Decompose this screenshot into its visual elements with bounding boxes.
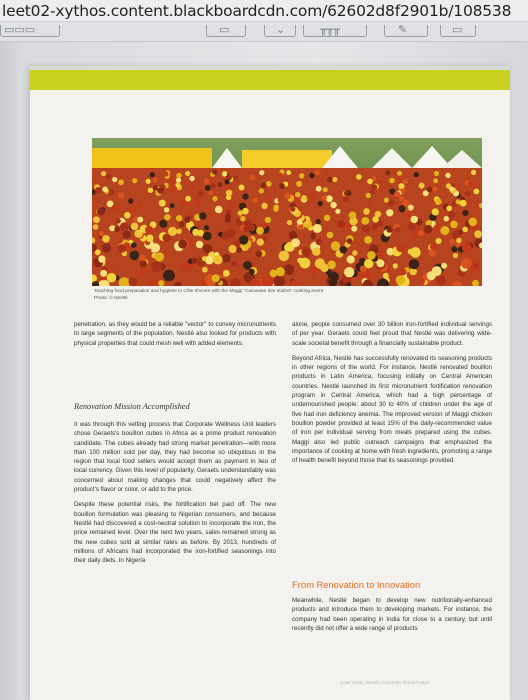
crowd-figure: [434, 171, 439, 176]
crowd-figure: [107, 273, 117, 283]
crowd-figure: [474, 189, 480, 195]
crowd-figure: [299, 173, 304, 178]
crowd-figure: [129, 207, 136, 214]
crowd-figure: [279, 183, 285, 189]
crowd-figure: [462, 210, 468, 216]
crowd-figure: [284, 264, 295, 275]
crowd-figure: [229, 245, 237, 253]
crowd-figure: [408, 223, 415, 230]
crowd-figure: [444, 216, 449, 221]
crowd-figure: [242, 193, 248, 199]
crowd-figure: [222, 254, 231, 263]
crowd-figure: [111, 205, 118, 212]
right-paragraph-2: Beyond Africa, Nestlé has successfully renovated its seasoning products in other regions of the world. For instance, Nestlé renovated bouillon products in Latin America, focusing initially on Central American countries. Nestlé launched its first micronutrient fortification renovation program in Central America, which had a high percentage of undernourished people: about 30 to 40% of children under the age of five had iron deficiency anemia. The improved version of Maggi chicken bouillon powder provided at least 15% of the daily-recommended value of iron per individual serving from meals prepared using the cubes. Maggi also led public outreach campaigns that emphasized the importance of cooking at home with fresh ingredients, promoting a range of health benefit beyond those that its seasonings provided.: [292, 354, 492, 465]
crowd-figure: [194, 199, 201, 206]
crowd-figure: [384, 198, 389, 203]
crowd-figure: [436, 238, 442, 244]
crowd-figure: [120, 222, 129, 231]
crowd-figure: [227, 229, 236, 238]
left-paragraph-2: It was through this vetting process that Corporate Wellness Unit leaders chose Geraets's bouillon cubes in Africa as a prime product renovation candidate. The cubes already had strong market penetration—with more than 100 million sold per day, they had become so ubiquitous in the region that local food sellers would accept them as payment in lieu of local currency. Given this level of popularity, Geraets understandably was concerned about making changes that could negatively affect the product's flavor or color, or add to the price.: [74, 421, 276, 494]
crowd-figure: [297, 219, 303, 225]
crowd-figure: [138, 203, 143, 208]
crowd-figure: [309, 173, 314, 178]
crowd-figure: [213, 255, 222, 264]
crowd-figure: [146, 179, 151, 184]
crowd-figure: [396, 243, 405, 252]
crowd-figure: [449, 239, 455, 245]
right-paragraph-1: alone, people consumed over 30 billion iron-fortified individual servings of per year. Geraets could feel proud that Nestlé was delivering wide-scale societal benefit through a financially sustainable product.: [292, 321, 492, 347]
crowd-figure: [378, 251, 385, 258]
crowd-figure: [192, 229, 199, 236]
chevron-down-icon[interactable]: ⌄: [276, 23, 286, 36]
crowd-figure: [118, 192, 125, 199]
crowd-figure: [460, 200, 467, 207]
crowd-figure: [344, 267, 354, 277]
crowd-figure: [435, 198, 442, 205]
crowd-figure: [471, 170, 476, 175]
right-paragraph-3: Meanwhile, Nestlé began to develop new nutritionally-enhanced products and introduce them to developing markets. For instance, the company had been operating in India for close to a century, but until recently did not offer a wide range of products: [292, 597, 492, 632]
crowd-figure: [323, 187, 328, 192]
crowd-figure: [393, 263, 398, 268]
crowd-figure: [128, 198, 133, 203]
crowd-figure: [159, 200, 166, 207]
crowd-figure: [335, 209, 340, 214]
crowd-figure: [197, 191, 204, 198]
crowd-figure: [316, 219, 321, 224]
crowd-figure: [106, 174, 112, 180]
crowd-figure: [266, 181, 272, 187]
crowd-figure: [302, 247, 311, 256]
crowd-figure: [204, 179, 210, 185]
caption-text: Teaching food preparation and hygiene in Côte d'Ivoire with the Maggi "Caravane des étoiles" cooking event: [94, 289, 324, 294]
crowd-figure: [102, 244, 111, 253]
crowd-figure: [199, 212, 207, 220]
crowd-figure: [163, 171, 168, 176]
crowd-figure: [210, 183, 216, 189]
crowd-figure: [203, 232, 212, 241]
crowd-figure: [116, 218, 121, 223]
crowd-figure: [208, 191, 213, 196]
left-paragraph-3: Despite these potential risks, the fortification bet paid off. The new bouillon formulation was pleasing to Nigerian consumers, and because Nestlé had discovered a cost-neutral solution to incorporate the iron, the price remained level. Over the next two years, sales remained strong as the new cubes sold at similar rates as before. By 2013, hundreds of millions of Africans had incorporated the iron-fortified seasonings into their daily diets. In Nigeria: [74, 501, 276, 565]
crowd-figure: [100, 270, 107, 277]
crowd-figure: [145, 226, 153, 234]
crowd-figure: [290, 207, 295, 212]
crowd-figure: [273, 206, 278, 211]
page-footer: Case Study | Nestlé Corporate Shared Value: [340, 680, 430, 685]
crowd-figure: [118, 179, 124, 185]
crowd-figure: [344, 223, 351, 230]
crowd-figure: [243, 261, 252, 270]
crowd-figure: [326, 195, 333, 202]
crowd-figure: [129, 277, 138, 286]
crowd-figure: [276, 267, 285, 276]
crowd-figure: [362, 225, 370, 233]
crowd-figure: [191, 258, 197, 264]
crowd-figure: [240, 216, 246, 222]
crowd-figure: [176, 173, 181, 178]
share-icon[interactable]: ▭: [452, 23, 463, 36]
crowd-figure: [171, 186, 177, 192]
crowd-figure: [311, 235, 316, 240]
crowd-figure: [163, 270, 175, 282]
crowd-figure: [289, 231, 297, 239]
crowd-figure: [102, 235, 110, 243]
accent-band: [30, 70, 510, 90]
crowd-figure: [196, 241, 203, 248]
crowd-figure: [370, 189, 375, 194]
crowd-figure: [151, 261, 162, 272]
crowd-figure: [403, 179, 408, 184]
pdf-toolbar: [0, 22, 528, 42]
crowd-figure: [364, 236, 372, 244]
crowd-photo-illustration: [92, 138, 482, 286]
right-column: [292, 320, 492, 471]
crowd-figure: [432, 186, 437, 191]
crowd-figure: [432, 208, 439, 215]
crowd-figure: [140, 260, 147, 267]
crowd-figure: [215, 206, 223, 214]
crowd-figure: [360, 266, 367, 273]
crowd-figure: [256, 251, 263, 258]
crowd-figure: [432, 266, 442, 276]
crowd-figure: [399, 205, 406, 212]
crowd-figure: [331, 241, 340, 250]
crowd-figure: [418, 230, 424, 236]
crowd-figure: [367, 179, 373, 185]
crowd-figure: [95, 187, 101, 193]
crowd-figure: [465, 191, 470, 196]
crowd-figure: [462, 227, 468, 233]
crowd-figure: [136, 232, 142, 238]
crowd-figure: [217, 182, 222, 187]
crowd-figure: [310, 195, 316, 201]
crowd-figure: [101, 171, 106, 176]
crowd-figure: [108, 189, 115, 196]
markup-pen-icon[interactable]: ✎: [398, 23, 408, 36]
crowd-figure: [409, 259, 419, 269]
crowd-figure: [261, 182, 267, 188]
crowd-figure: [252, 197, 258, 203]
crowd-figure: [287, 220, 292, 225]
crowd-figure: [323, 170, 328, 175]
crowd-figure: [155, 252, 164, 261]
crowd-figure: [97, 208, 105, 216]
crowd-figure: [201, 280, 207, 286]
crowd-figure: [351, 226, 357, 232]
crowd-figure: [322, 195, 327, 200]
crowd-figure: [233, 175, 238, 180]
crowd-figure: [445, 173, 450, 178]
crowd-figure: [284, 243, 292, 251]
crowd-figure: [405, 213, 410, 218]
crowd-figure: [461, 258, 472, 269]
crowd-figure: [168, 227, 177, 236]
crowd-figure: [266, 197, 271, 202]
crowd-figure: [284, 192, 291, 199]
crowd-figure: [204, 225, 209, 230]
crowd-figure: [153, 178, 158, 183]
crowd-figure: [400, 269, 407, 276]
crowd-figure: [446, 183, 451, 188]
crowd-figure: [379, 180, 385, 186]
crowd-figure: [117, 244, 126, 253]
crowd-figure: [312, 248, 320, 256]
crowd-figure: [261, 203, 267, 209]
crowd-figure: [238, 210, 243, 215]
crowd-figure: [231, 261, 237, 267]
sidebar-icon[interactable]: ▭: [219, 23, 230, 36]
crowd-figure: [450, 221, 458, 229]
crowd-figure: [433, 225, 440, 232]
crowd-figure: [249, 269, 255, 275]
crowd-figure: [179, 221, 185, 227]
crowd-figure: [131, 223, 139, 231]
crowd-figure: [132, 178, 137, 183]
crowd-figure: [184, 217, 190, 223]
crowd-figure: [441, 263, 447, 269]
crowd-figure: [399, 196, 404, 201]
crowd-figure: [150, 172, 155, 177]
crowd-figure: [427, 187, 433, 193]
crowd-figure: [311, 267, 318, 274]
crowd-figure: [137, 217, 143, 223]
browser-url[interactable]: leet02-xythos.content.blackboardcdn.com/62602d8f2901b/108538: [0, 0, 528, 22]
crowd-figure: [158, 280, 164, 286]
crowd-figure: [257, 238, 264, 245]
crowd-figure: [327, 232, 334, 239]
crowd-figure: [316, 186, 322, 192]
crowd-figure: [473, 263, 478, 268]
crowd-figure: [176, 215, 182, 221]
pdf-page: [30, 66, 510, 700]
crowd-figure: [377, 259, 385, 267]
crowd-figure: [367, 199, 372, 204]
crowd-figure: [112, 177, 117, 182]
crowd-figure: [408, 249, 414, 255]
crowd-figure: [474, 230, 482, 238]
crowd-figure: [396, 275, 406, 285]
crowd-figure: [398, 183, 404, 189]
crowd-figure: [123, 231, 131, 239]
crowd-figure: [277, 172, 282, 177]
crowd-figure: [297, 258, 303, 264]
crowd-figure: [164, 214, 170, 220]
crowd-figure: [279, 251, 290, 262]
crowd-figure: [316, 238, 323, 245]
crowd-figure: [176, 178, 181, 183]
crowd-figure: [386, 227, 392, 233]
crowd-figure: [93, 224, 99, 230]
crowd-figure: [170, 203, 175, 208]
crowd-figure: [315, 170, 320, 175]
crowd-figure: [440, 226, 449, 235]
crowd-figure: [109, 225, 115, 231]
crowd-figure: [462, 243, 471, 252]
crowd-figure: [394, 191, 400, 197]
crowd-figure: [131, 242, 137, 248]
crowd-figure: [212, 170, 217, 175]
crowd-figure: [114, 226, 120, 232]
crowd-figure: [212, 196, 217, 201]
crowd-figure: [177, 229, 182, 234]
crowd-figure: [243, 225, 250, 232]
crowd-figure: [99, 231, 105, 237]
crowd-figure: [183, 228, 188, 233]
crowd-figure: [139, 255, 145, 261]
crowd-figure: [178, 240, 187, 249]
crowd-figure: [436, 275, 446, 285]
crowd-figure: [185, 196, 191, 202]
crowd-figure: [98, 255, 105, 262]
crowd-figure: [212, 274, 220, 282]
crowd-figure: [433, 178, 438, 183]
crowd-figure: [385, 170, 390, 175]
crowd-figure: [395, 227, 401, 233]
crowd-figure: [347, 238, 353, 244]
crowd-figure: [366, 193, 371, 198]
zoom-icon[interactable]: ╥╥╥: [320, 23, 340, 36]
crowd-figure: [239, 185, 245, 191]
crowd-figure: [344, 191, 349, 196]
crowd-figure: [159, 220, 167, 228]
crowd-figure: [130, 251, 140, 261]
crowd-figure: [205, 185, 211, 191]
page-thumbnails-icon[interactable]: ▭▭▭: [4, 23, 36, 36]
crowd-figure: [453, 253, 458, 258]
crowd-figure: [372, 223, 378, 229]
crowd-figure: [146, 235, 153, 242]
crowd-figure: [318, 201, 323, 206]
crowd-figure: [226, 190, 233, 197]
crowd-figure: [93, 216, 100, 223]
crowd-figure: [429, 250, 436, 257]
crowd-figure: [332, 177, 337, 182]
crowd-figure: [330, 202, 336, 208]
crowd-figure: [324, 215, 330, 221]
crowd-figure: [383, 273, 389, 279]
crowd-figure: [468, 181, 474, 187]
crowd-figure: [102, 187, 108, 193]
crowd-figure: [265, 217, 271, 223]
crowd-figure: [286, 170, 291, 175]
crowd-figure: [250, 175, 255, 180]
crowd-figure: [225, 214, 231, 220]
crowd-figure: [187, 210, 193, 216]
crowd-figure: [424, 225, 433, 234]
crowd-figure: [315, 258, 325, 268]
crowd-figure: [259, 170, 264, 175]
crowd-figure: [367, 251, 376, 260]
crowd-figure: [386, 209, 393, 216]
left-column: [74, 320, 276, 354]
innovation-heading: From Renovation to Innovation: [292, 579, 421, 590]
crowd-figure: [349, 212, 357, 220]
crowd-figure: [343, 197, 349, 203]
crowd-figure: [446, 206, 452, 212]
crowd-figure: [411, 216, 418, 223]
left-intro-paragraph: penetration, as they would be a reliable "vector" to convey micronutrients to large segments of the population. Nestlé also looked for products with physical properties that could mesh well with added elements.: [74, 321, 276, 347]
crowd-figure: [239, 235, 248, 244]
crowd-figure: [375, 211, 381, 217]
crowd-figure: [225, 179, 230, 184]
crowd-figure: [223, 270, 230, 277]
crowd-figure: [363, 208, 370, 215]
crowd-figure: [337, 220, 345, 228]
crowd-figure: [148, 188, 153, 193]
crowd-figure: [164, 207, 169, 212]
crowd-figure: [456, 238, 462, 244]
photo-caption: [94, 288, 484, 302]
crowd-figure: [202, 256, 207, 261]
crowd-figure: [296, 181, 302, 187]
crowd-figure: [242, 208, 249, 215]
renovation-heading: Renovation Mission Accomplished: [74, 402, 190, 411]
crowd-figure: [151, 243, 160, 252]
right-column-lower: [292, 596, 492, 639]
crowd-figure: [430, 244, 436, 250]
crowd-figure: [352, 250, 357, 255]
crowd-figure: [185, 171, 190, 176]
crowd-figure: [469, 218, 478, 227]
crowd-figure: [313, 224, 322, 233]
crowd-figure: [419, 278, 425, 284]
crowd-figure: [256, 227, 264, 235]
crowd-figure: [361, 217, 369, 225]
crowd-figure: [190, 185, 196, 191]
crowd-figure: [347, 255, 355, 263]
crowd-figure: [448, 211, 455, 218]
crowd-figure: [356, 174, 362, 180]
crowd-figure: [301, 195, 307, 201]
crowd-figure: [157, 187, 163, 193]
crowd-photo: [92, 138, 482, 286]
crowd-figure: [227, 201, 233, 207]
caption-credit: Photo: © Nestlé: [94, 296, 128, 301]
crowd-figure: [397, 171, 402, 176]
crowd-figure: [340, 246, 348, 254]
crowd-figure: [419, 183, 425, 189]
crowd-figure: [140, 270, 146, 276]
left-column-body: [74, 420, 276, 571]
crowd-figure: [327, 177, 333, 183]
crowd-figure: [278, 198, 283, 203]
crowd-figure: [202, 267, 208, 273]
crowd-figure: [124, 212, 131, 219]
crowd-figure: [259, 188, 264, 193]
crowd-figure: [291, 238, 300, 247]
crowd-figure: [236, 247, 242, 253]
crowd-figure: [414, 172, 419, 177]
crowd-figure: [222, 172, 227, 177]
crowd-figure: [189, 176, 194, 181]
crowd-figure: [389, 178, 395, 184]
